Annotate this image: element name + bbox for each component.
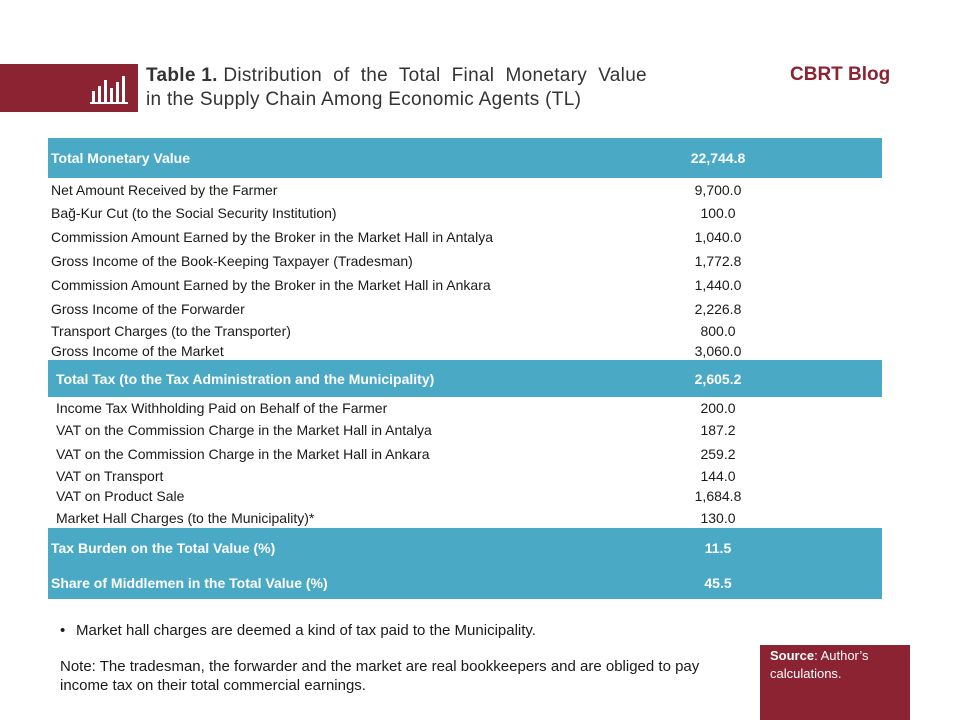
tax-item-label: Income Tax Withholding Paid on Behalf of the Farmer	[56, 400, 388, 416]
monetary-item-label: Transport Charges (to the Transporter)	[51, 323, 291, 339]
table-title	[146, 64, 726, 112]
total-monetary-value: 22,744.8	[690, 150, 746, 166]
source-text: : Author’s calculations.	[770, 648, 869, 681]
monetary-item-label: Gross Income of the Book-Keeping Taxpayer (Tradesman)	[51, 253, 413, 269]
note-text: Note: The tradesman, the forwarder and the market are real bookkeepers and are obliged to pay income tax on their total commercial earnings.	[60, 658, 700, 694]
monetary-item-row	[48, 229, 882, 249]
bar-chart-icon	[90, 74, 128, 104]
monetary-item-row	[48, 182, 882, 202]
bullet-glyph: •	[60, 622, 66, 639]
monetary-item-row	[48, 277, 882, 297]
monetary-item-row	[48, 205, 882, 225]
total-tax-value: 2,605.2	[694, 371, 742, 387]
monetary-item-value: 800.0	[700, 323, 736, 339]
tax-item-value: 130.0	[700, 510, 736, 526]
tax-item-label: VAT on the Commission Charge in the Market Hall in Ankara	[56, 446, 430, 462]
total-tax-row	[48, 360, 882, 397]
middlemen-share-label: Share of Middlemen in the Total Value (%)	[51, 575, 328, 591]
brand-label: CBRT Blog	[790, 64, 891, 85]
summary-rows	[48, 528, 882, 599]
total-monetary-row	[48, 138, 882, 178]
monetary-item-label: Net Amount Received by the Farmer	[51, 182, 278, 198]
monetary-item-value: 1,772.8	[694, 253, 742, 269]
source-box	[760, 645, 910, 720]
table-number: Table 1.	[146, 65, 218, 86]
tax-item-value: 144.0	[700, 468, 736, 484]
monetary-item-row	[48, 323, 882, 343]
monetary-item-label: Commission Amount Earned by the Broker in the Market Hall in Ankara	[51, 277, 491, 293]
total-tax-label: Total Tax (to the Tax Administration and the Municipality)	[56, 371, 435, 387]
tax-item-label: Market Hall Charges (to the Municipality)*	[56, 510, 315, 526]
tax-item-value: 200.0	[700, 400, 736, 416]
monetary-item-label: Gross Income of the Market	[51, 343, 224, 359]
monetary-item-value: 1,440.0	[694, 277, 742, 293]
tax-item-label: VAT on the Commission Charge in the Market Hall in Antalya	[56, 422, 432, 438]
monetary-item-value: 2,226.8	[694, 301, 742, 317]
total-monetary-label: Total Monetary Value	[51, 150, 190, 166]
tax-item-row	[48, 468, 882, 488]
tax-item-row	[48, 488, 882, 508]
monetary-item-value: 9,700.0	[694, 182, 742, 198]
footnote-bullet	[60, 622, 536, 639]
source-label: Source	[770, 648, 815, 663]
tax-item-row	[48, 422, 882, 442]
middlemen-share-value: 45.5	[704, 575, 732, 591]
monetary-item-row	[48, 301, 882, 321]
monetary-item-label: Gross Income of the Forwarder	[51, 301, 245, 317]
title-line-1: Distribution of the Total Final Monetary Value	[217, 65, 647, 86]
tax-burden-value: 11.5	[704, 540, 732, 556]
monetary-item-value: 100.0	[700, 205, 736, 221]
monetary-item-value: 3,060.0	[694, 343, 742, 359]
monetary-item-label: Bağ-Kur Cut (to the Social Security Institution)	[51, 205, 337, 221]
tax-item-value: 187.2	[700, 422, 736, 438]
tax-item-row	[48, 446, 882, 466]
tax-item-row	[48, 510, 882, 530]
tax-item-label: VAT on Transport	[56, 468, 164, 484]
footnote-text: Market hall charges are deemed a kind of tax paid to the Municipality.	[76, 622, 536, 639]
tax-item-value: 259.2	[700, 446, 736, 462]
tax-item-row	[48, 400, 882, 420]
monetary-item-value: 1,040.0	[694, 229, 742, 245]
tax-item-label: VAT on Product Sale	[56, 488, 185, 504]
monetary-item-row	[48, 253, 882, 273]
tax-item-value: 1,684.8	[694, 488, 742, 504]
title-line-2: in the Supply Chain Among Economic Agents (TL)	[146, 89, 582, 110]
tax-burden-label: Tax Burden on the Total Value (%)	[51, 540, 276, 556]
monetary-item-label: Commission Amount Earned by the Broker in the Market Hall in Antalya	[51, 229, 493, 245]
